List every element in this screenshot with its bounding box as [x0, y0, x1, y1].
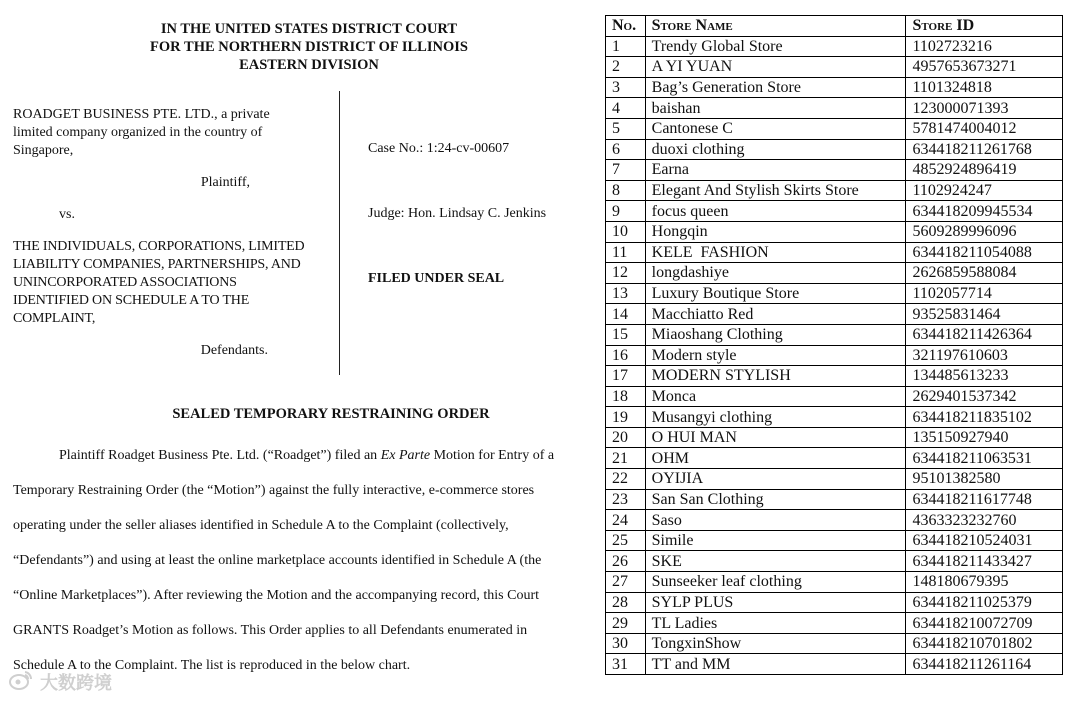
row-number: 13: [606, 283, 646, 304]
store-name: TL Ladies: [645, 613, 906, 634]
store-id: 634418211261164: [906, 654, 1063, 675]
table-row: [606, 201, 1063, 222]
table-row: [606, 283, 1063, 304]
versus-label: vs.: [59, 207, 75, 222]
store-name: Musangyi clothing: [645, 407, 906, 428]
store-name: TT and MM: [645, 654, 906, 675]
defendants-line: IDENTIFIED ON SCHEDULE A TO THE: [13, 293, 250, 308]
row-number: 17: [606, 366, 646, 387]
defendants-line: THE INDIVIDUALS, CORPORATIONS, LIMITED: [13, 239, 305, 254]
store-name: Sunseeker leaf clothing: [645, 572, 906, 593]
store-id: 123000071393: [906, 98, 1063, 119]
court-header-line: FOR THE NORTHERN DISTRICT OF ILLINOIS: [150, 39, 468, 55]
store-id: 95101382580: [906, 469, 1063, 490]
store-id: 1101324818: [906, 77, 1063, 98]
row-number: 19: [606, 407, 646, 428]
plaintiff-line: Singapore,: [13, 143, 74, 158]
order-line: “Online Marketplaces”). After reviewing the Motion and the accompanying record, this Court: [13, 588, 539, 603]
row-number: 11: [606, 242, 646, 263]
court-header: [0, 20, 618, 74]
row-number: 16: [606, 345, 646, 366]
plaintiff-line: ROADGET BUSINESS PTE. LTD., a private: [13, 107, 270, 122]
order-line: “Defendants”) and using at least the online marketplace accounts identified in Schedule A (the: [13, 553, 542, 568]
row-number: 18: [606, 386, 646, 407]
defendants-role: Defendants.: [200, 343, 268, 358]
store-id: 1102723216: [906, 36, 1063, 57]
store-id: 634418211261768: [906, 139, 1063, 160]
row-number: 2: [606, 57, 646, 78]
row-number: 29: [606, 613, 646, 634]
store-name: Bag’s Generation Store: [645, 77, 906, 98]
store-name: Trendy Global Store: [645, 36, 906, 57]
store-name: TongxinShow: [645, 633, 906, 654]
court-header-line: IN THE UNITED STATES DISTRICT COURT: [160, 21, 458, 37]
table-row: [606, 263, 1063, 284]
table-row: [606, 613, 1063, 634]
table-row: [606, 160, 1063, 181]
case-caption-parties: [13, 106, 338, 360]
table-row: [606, 139, 1063, 160]
table-row: [606, 407, 1063, 428]
store-id: 634418211426364: [906, 324, 1063, 345]
table-row: [606, 118, 1063, 139]
row-number: 26: [606, 551, 646, 572]
store-name: Saso: [645, 510, 906, 531]
case-number: Case No.: 1:24-cv-00607: [368, 141, 510, 156]
store-id: 93525831464: [906, 304, 1063, 325]
defendants-line: LIABILITY COMPANIES, PARTNERSHIPS, AND: [13, 257, 301, 272]
table-row: [606, 345, 1063, 366]
store-name: KELE FASHION: [645, 242, 906, 263]
defendants-line: UNINCORPORATED ASSOCIATIONS: [13, 275, 237, 290]
table-row: [606, 77, 1063, 98]
store-name: duoxi clothing: [645, 139, 906, 160]
watermark-text: 大数跨境: [40, 673, 112, 694]
store-id: 2626859588084: [906, 263, 1063, 284]
store-id: 321197610603: [906, 345, 1063, 366]
order-line: [13, 438, 603, 473]
row-number: 6: [606, 139, 646, 160]
store-name: MODERN STYLISH: [645, 366, 906, 387]
row-number: 27: [606, 572, 646, 593]
row-number: 15: [606, 324, 646, 345]
column-header-no: No.: [606, 16, 646, 37]
table-row: [606, 57, 1063, 78]
row-number: 22: [606, 469, 646, 490]
column-header-store-name: Store Name: [645, 16, 906, 37]
row-number: 20: [606, 427, 646, 448]
store-id: 5781474004012: [906, 118, 1063, 139]
order-body: [13, 438, 603, 683]
store-id: 634418210524031: [906, 530, 1063, 551]
table-row: [606, 469, 1063, 490]
row-number: 30: [606, 633, 646, 654]
store-id: 634418211835102: [906, 407, 1063, 428]
store-table: [605, 15, 1063, 675]
store-id: 634418211025379: [906, 592, 1063, 613]
table-row: [606, 510, 1063, 531]
table-row: [606, 324, 1063, 345]
table-row: [606, 180, 1063, 201]
row-number: 24: [606, 510, 646, 531]
row-number: 14: [606, 304, 646, 325]
row-number: 31: [606, 654, 646, 675]
weibo-icon: [8, 669, 34, 696]
store-id: 5609289996096: [906, 221, 1063, 242]
defendants-line: COMPLAINT,: [13, 311, 96, 326]
store-id: 634418211433427: [906, 551, 1063, 572]
watermark: [8, 668, 112, 696]
store-name: Elegant And Stylish Skirts Store: [645, 180, 906, 201]
table-row: [606, 551, 1063, 572]
row-number: 21: [606, 448, 646, 469]
row-number: 1: [606, 36, 646, 57]
table-row: [606, 448, 1063, 469]
store-id: 634418209945534: [906, 201, 1063, 222]
store-name: OYIJIA: [645, 469, 906, 490]
store-name: Modern style: [645, 345, 906, 366]
store-name: Simile: [645, 530, 906, 551]
store-name: San San Clothing: [645, 489, 906, 510]
table-row: [606, 427, 1063, 448]
store-id: 634418211617748: [906, 489, 1063, 510]
store-name: A YI YUAN: [645, 57, 906, 78]
table-row: [606, 572, 1063, 593]
store-id: 4957653673271: [906, 57, 1063, 78]
row-number: 9: [606, 201, 646, 222]
store-name: SKE: [645, 551, 906, 572]
store-name: O HUI MAN: [645, 427, 906, 448]
row-number: 5: [606, 118, 646, 139]
store-id: 4363323232760: [906, 510, 1063, 531]
table-body: [606, 36, 1063, 674]
plaintiff-line: limited company organized in the country of: [13, 125, 263, 140]
store-name: Earna: [645, 160, 906, 181]
table-row: [606, 304, 1063, 325]
row-number: 28: [606, 592, 646, 613]
table-header-row: [606, 16, 1063, 37]
store-name: Hongqin: [645, 221, 906, 242]
row-number: 23: [606, 489, 646, 510]
store-id: 634418210701802: [906, 633, 1063, 654]
table-row: [606, 98, 1063, 119]
table-row: [606, 654, 1063, 675]
table-row: [606, 242, 1063, 263]
row-number: 8: [606, 180, 646, 201]
order-line: Schedule A to the Complaint. The list is reproduced in the below chart.: [13, 658, 411, 673]
order-line: operating under the seller aliases identified in Schedule A to the Complaint (collectively,: [13, 518, 509, 533]
order-line: GRANTS Roadget’s Motion as follows. This Order applies to all Defendants enumerated in: [13, 623, 528, 638]
row-number: 10: [606, 221, 646, 242]
store-name: Miaoshang Clothing: [645, 324, 906, 345]
store-id: 148180679395: [906, 572, 1063, 593]
judge-name: Judge: Hon. Lindsay C. Jenkins: [368, 206, 547, 221]
column-header-store-id: Store ID: [906, 16, 1063, 37]
store-id: 1102057714: [906, 283, 1063, 304]
store-id: 4852924896419: [906, 160, 1063, 181]
filed-under-seal-label: FILED UNDER SEAL: [368, 271, 505, 286]
order-emphasis: Ex Parte: [380, 448, 431, 463]
plaintiff-role: Plaintiff,: [200, 175, 250, 190]
order-title: SEALED TEMPORARY RESTRAINING ORDER: [172, 406, 490, 422]
store-name: longdashiye: [645, 263, 906, 284]
row-number: 25: [606, 530, 646, 551]
table-row: [606, 633, 1063, 654]
store-id: 634418211054088: [906, 242, 1063, 263]
table-row: [606, 489, 1063, 510]
store-name: baishan: [645, 98, 906, 119]
store-id: 634418210072709: [906, 613, 1063, 634]
order-line: Temporary Restraining Order (the “Motion”) against the fully interactive, e-commerce stores: [13, 483, 535, 498]
store-id: 2629401537342: [906, 386, 1063, 407]
row-number: 12: [606, 263, 646, 284]
row-number: 4: [606, 98, 646, 119]
store-id: 1102924247: [906, 180, 1063, 201]
table-row: [606, 366, 1063, 387]
store-name: SYLP PLUS: [645, 592, 906, 613]
table-row: [606, 36, 1063, 57]
caption-divider: [339, 91, 340, 375]
table-row: [606, 530, 1063, 551]
store-name: focus queen: [645, 201, 906, 222]
table-row: [606, 592, 1063, 613]
court-header-line: EASTERN DIVISION: [239, 57, 379, 73]
order-text: Motion for Entry of a: [430, 448, 555, 463]
store-name: OHM: [645, 448, 906, 469]
store-name: Monca: [645, 386, 906, 407]
store-id: 634418211063531: [906, 448, 1063, 469]
store-id: 134485613233: [906, 366, 1063, 387]
row-number: 7: [606, 160, 646, 181]
order-text: Plaintiff Roadget Business Pte. Ltd. (“Roadget”) filed an: [59, 448, 381, 463]
table-row: [606, 221, 1063, 242]
store-id: 135150927940: [906, 427, 1063, 448]
table-row: [606, 386, 1063, 407]
store-name: Luxury Boutique Store: [645, 283, 906, 304]
store-name: Cantonese C: [645, 118, 906, 139]
store-name: Macchiatto Red: [645, 304, 906, 325]
row-number: 3: [606, 77, 646, 98]
